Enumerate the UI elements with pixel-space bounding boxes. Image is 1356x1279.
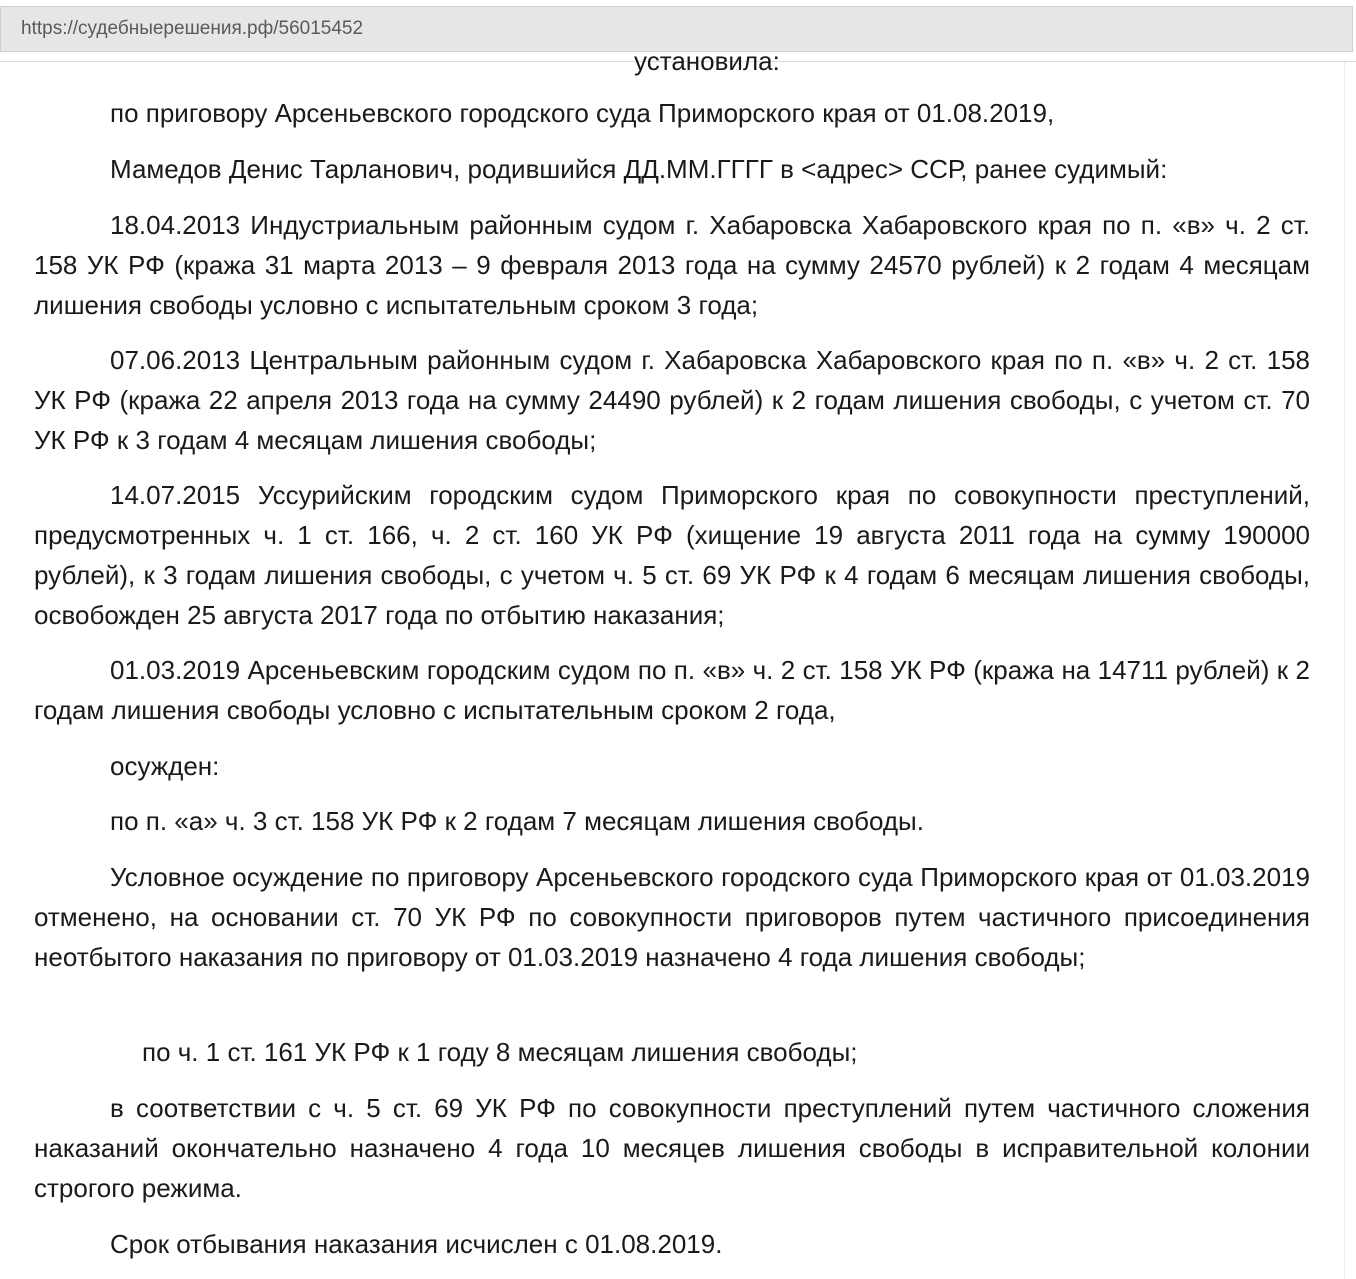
paragraph-conviction-1: 18.04.2013 Индустриальным районным судом г. Хабаровска Хабаровского края по п. «в» ч. 2 ст. 158 УК РФ (кража 31 марта 2013 – 9 февраля 2013 года на сумму 24570 рублей) к 2 годам 4 месяцам лишения свободы условно с испытательным сроком 3 года;: [34, 210, 1310, 320]
document-body: [0, 46, 1356, 1279]
section-heading-partial: установила:: [634, 46, 780, 76]
paragraph-conviction-2: 07.06.2013 Центральным районным судом г. Хабаровска Хабаровского края по п. «в» ч. 2 ст. 158 УК РФ (кража 22 апреля 2013 года на сумму 24490 рублей) к 2 годам лишения свободы, с учетом ст. 70 УК РФ к 3 годам 4 месяцам лишения свободы;: [34, 345, 1310, 455]
paragraph-verdict-intro: по приговору Арсеньевского городского суда Приморского края от 01.08.2019,: [110, 98, 1055, 128]
scrollbar-edge: [1344, 62, 1345, 1279]
paragraph-sentence-2: по ч. 1 ст. 161 УК РФ к 1 году 8 месяцам лишения свободы;: [142, 1037, 858, 1067]
paragraph-defendant: Мамедов Денис Тарланович, родившийся ДД.ММ.ГГГГ в <адрес> ССР, ранее судимый:: [110, 154, 1168, 184]
paragraph-conviction-4: 01.03.2019 Арсеньевским городским судом по п. «в» ч. 2 ст. 158 УК РФ (кража на 14711 рублей) к 2 годам лишения свободы условно с испытательным сроком 2 года,: [34, 655, 1310, 725]
paragraph-final-sentence: в соответствии с ч. 5 ст. 69 УК РФ по совокупности преступлений путем частичного сложения наказаний окончательно назначено 4 года 10 месяцев лишения свободы в исправительной колонии строгого режима.: [34, 1093, 1310, 1203]
paragraph-convicted: осужден:: [110, 751, 220, 781]
paragraph-conviction-3: 14.07.2015 Уссурийским городским судом Приморского края по совокупности преступлений, предусмотренных ч. 1 ст. 166, ч. 2 ст. 160 УК РФ (хищение 19 августа 2011 года на сумму 190000 рублей), к 3 годам лишения свободы, с учетом ч. 5 ст. 69 УК РФ к 4 годам 6 месяцам лишения свободы, освобожден 25 августа 2017 года по отбытию наказания;: [34, 480, 1310, 630]
paragraph-sentence-1: по п. «а» ч. 3 ст. 158 УК РФ к 2 годам 7 месяцам лишения свободы.: [110, 806, 924, 836]
url-text: https://судебныерешения.рф/56015452: [21, 18, 364, 39]
paragraph-term-start: Срок отбывания наказания исчислен с 01.08.2019.: [110, 1229, 723, 1259]
paragraph-probation-revoked: Условное осуждение по приговору Арсеньевского городского суда Приморского края от 01.03.2019 отменено, на основании ст. 70 УК РФ по совокупности приговоров путем частичного присоединения неотбытого наказания по приговору от 01.03.2019 назначено 4 года лишения свободы;: [34, 862, 1310, 972]
